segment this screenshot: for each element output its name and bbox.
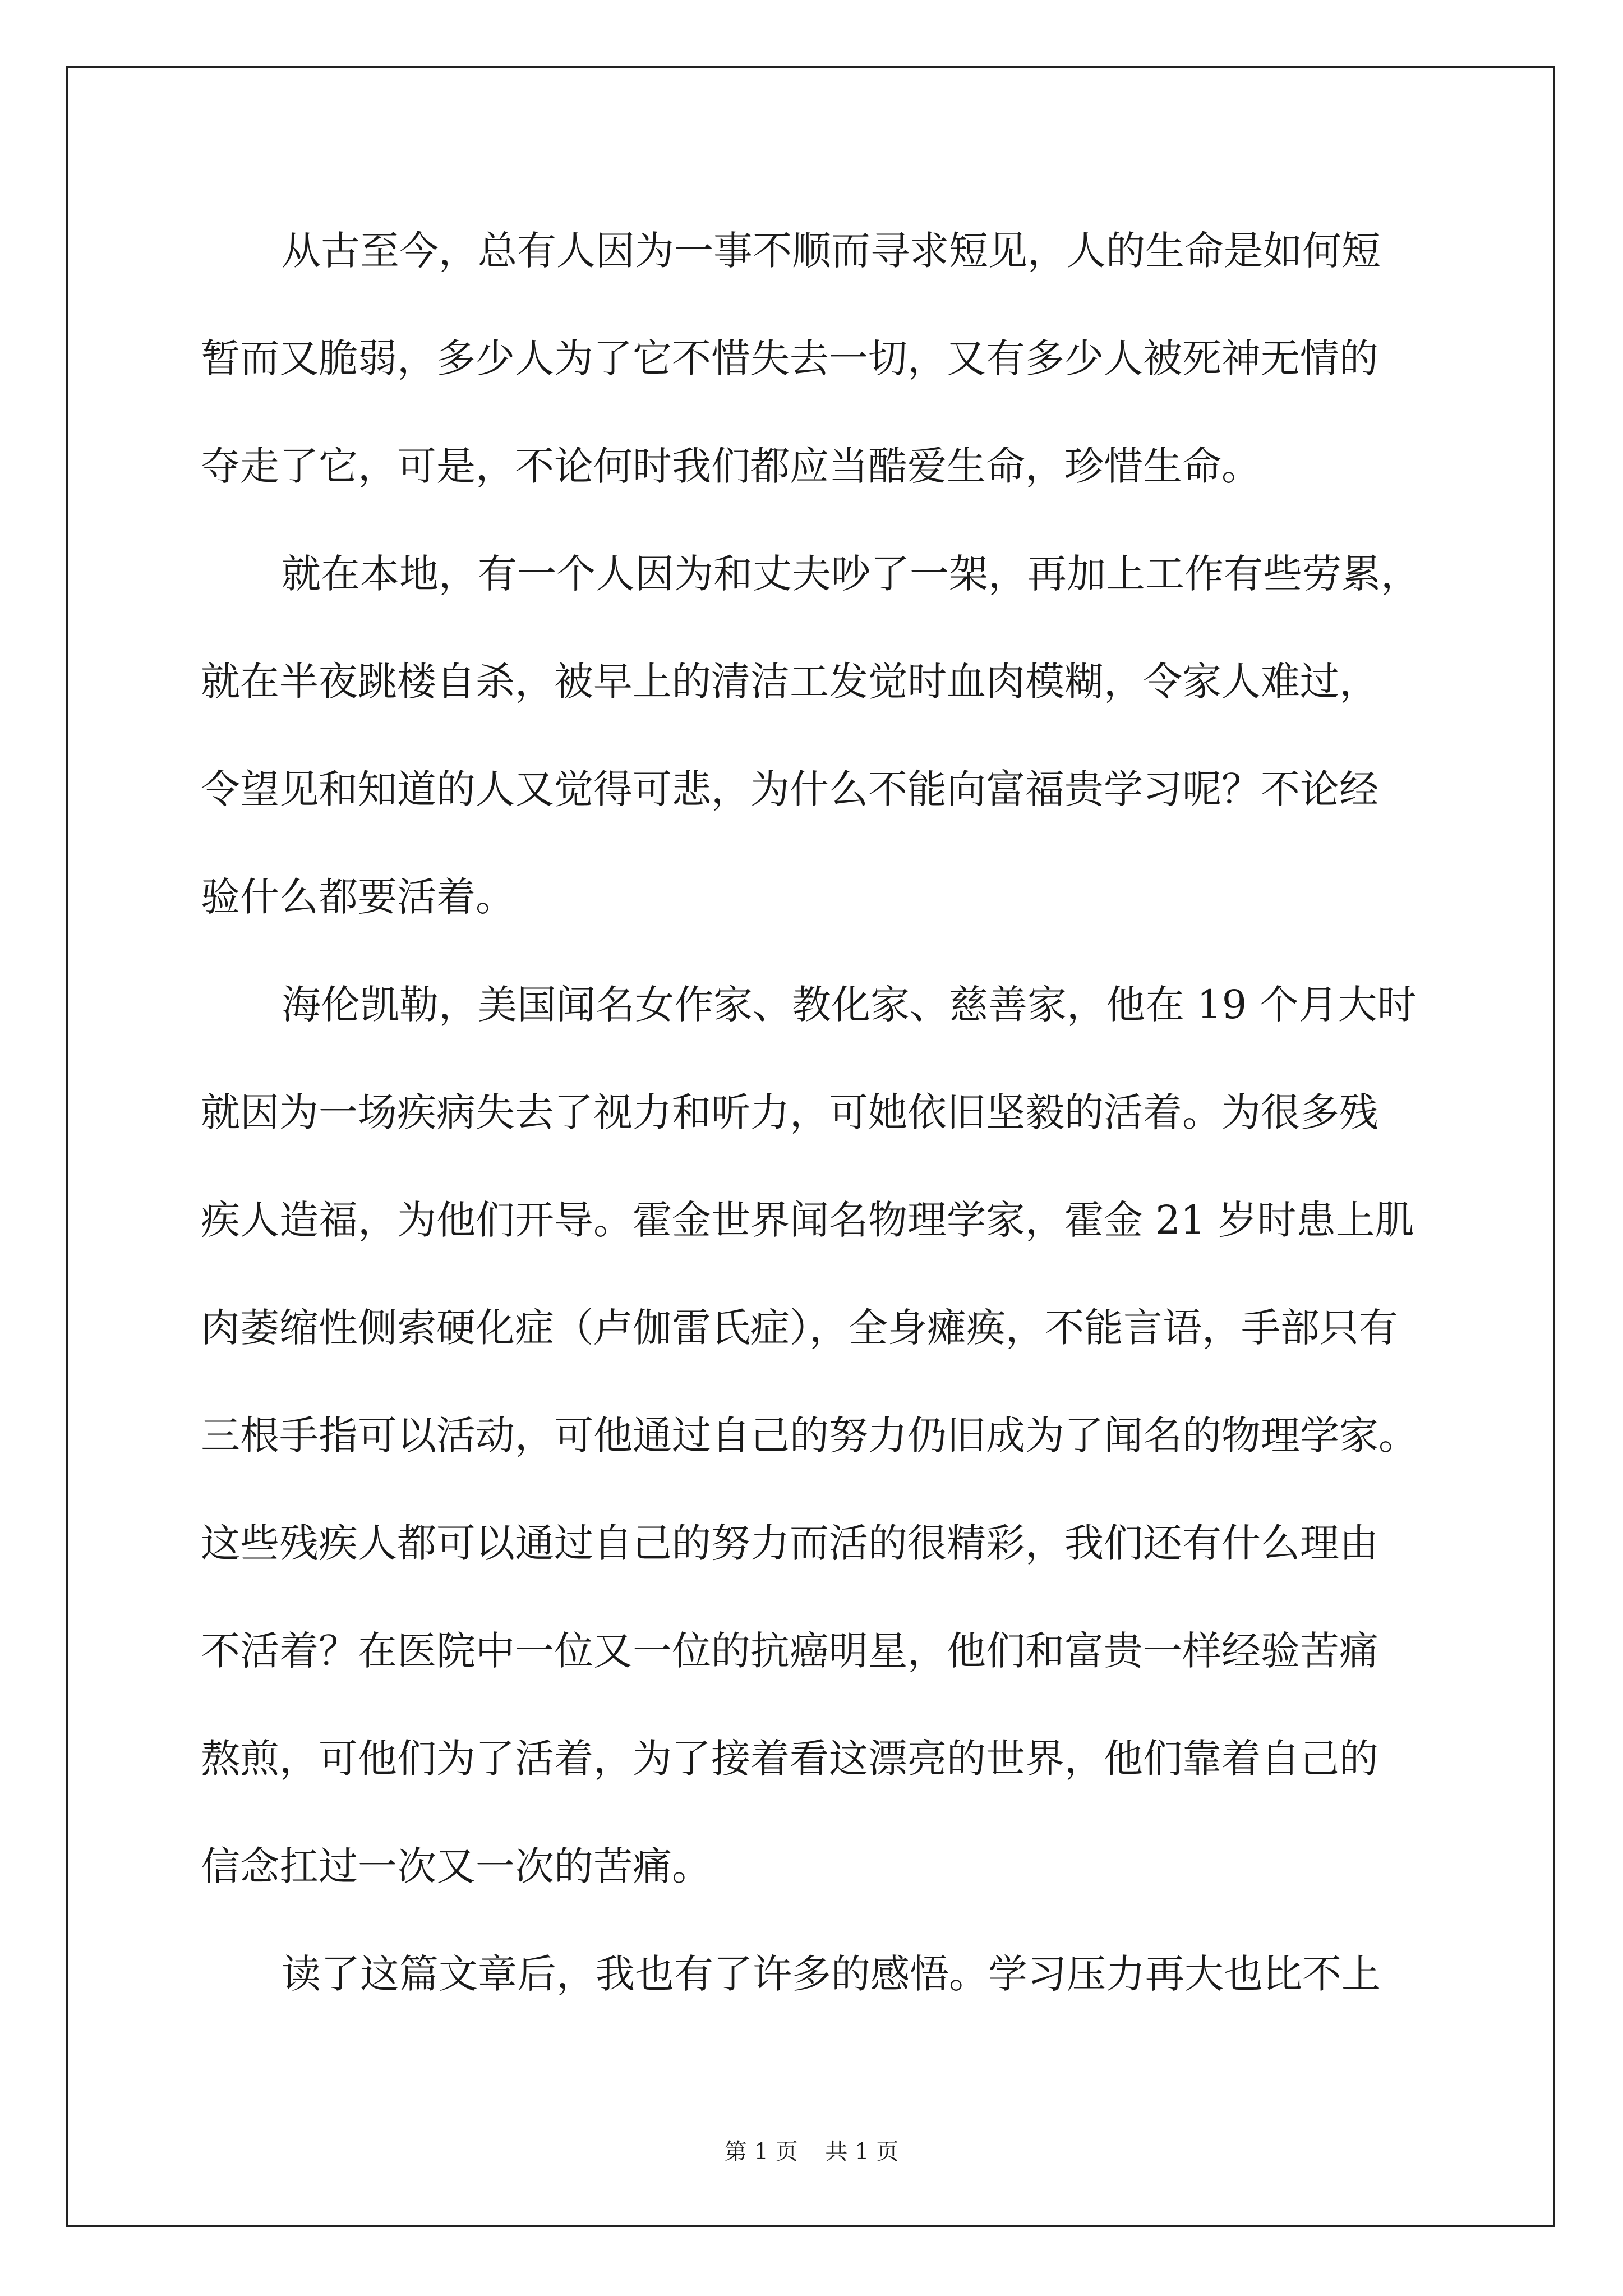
page-number-current: 第 1 页 <box>724 2139 798 2165</box>
paragraph-line: 信念扛过一次又一次的苦痛。 <box>201 1843 711 1889</box>
paragraph-line: 三根手指可以活动，可他通过自己的努力仍旧成为了闻名的物理学家。 <box>201 1412 1418 1458</box>
paragraph-line: 不活着？在医院中一位又一位的抗癌明星，他们和富贵一样经验苦痛 <box>201 1628 1378 1674</box>
paragraph-line: 肉萎缩性侧索硬化症（卢伽雷氏症），全身瘫痪，不能言语，手部只有 <box>201 1305 1398 1351</box>
paragraph-line: 令望见和知道的人又觉得可悲，为什么不能向富福贵学习呢？不论经 <box>201 766 1378 812</box>
paragraph-line: 熬煎，可他们为了活着，为了接着看这漂亮的世界，他们靠着自己的 <box>201 1736 1378 1782</box>
paragraph-line: 就在半夜跳楼自杀，被早上的清洁工发觉时血肉模糊，令家人难过， <box>201 659 1378 705</box>
paragraph-line: 读了这篇文章后，我也有了许多的感悟。学习压力再大也比不上 <box>282 1951 1381 1997</box>
document-body <box>201 220 1435 2051</box>
page-footer <box>0 2136 1623 2168</box>
paragraph-line: 这些残疾人都可以通过自己的努力而活的很精彩，我们还有什么理由 <box>201 1520 1378 1566</box>
page-number-total: 共 1 页 <box>825 2139 899 2165</box>
paragraph-line: 夺走了它，可是，不论何时我们都应当酷爱生命，珍惜生命。 <box>201 443 1261 489</box>
paragraph-line: 暂而又脆弱，多少人为了它不惜失去一切，又有多少人被死神无情的 <box>201 335 1378 381</box>
paragraph-line: 从古至今，总有人因为一事不顺而寻求短见，人的生命是如何短 <box>282 228 1381 274</box>
paragraph-line: 海伦凯勒，美国闻名女作家、教化家、慈善家，他在 19 个月大时 <box>282 982 1417 1028</box>
paragraph-line: 就在本地，有一个人因为和丈夫吵了一架，再加上工作有些劳累， <box>282 551 1420 597</box>
paragraph-line: 就因为一场疾病失去了视力和听力，可她依旧坚毅的活着。为很多残 <box>201 1089 1378 1135</box>
paragraph-line: 疾人造福，为他们开导。霍金世界闻名物理学家，霍金 21 岁时患上肌 <box>201 1197 1414 1243</box>
paragraph-line: 验什么都要活着。 <box>201 874 515 920</box>
